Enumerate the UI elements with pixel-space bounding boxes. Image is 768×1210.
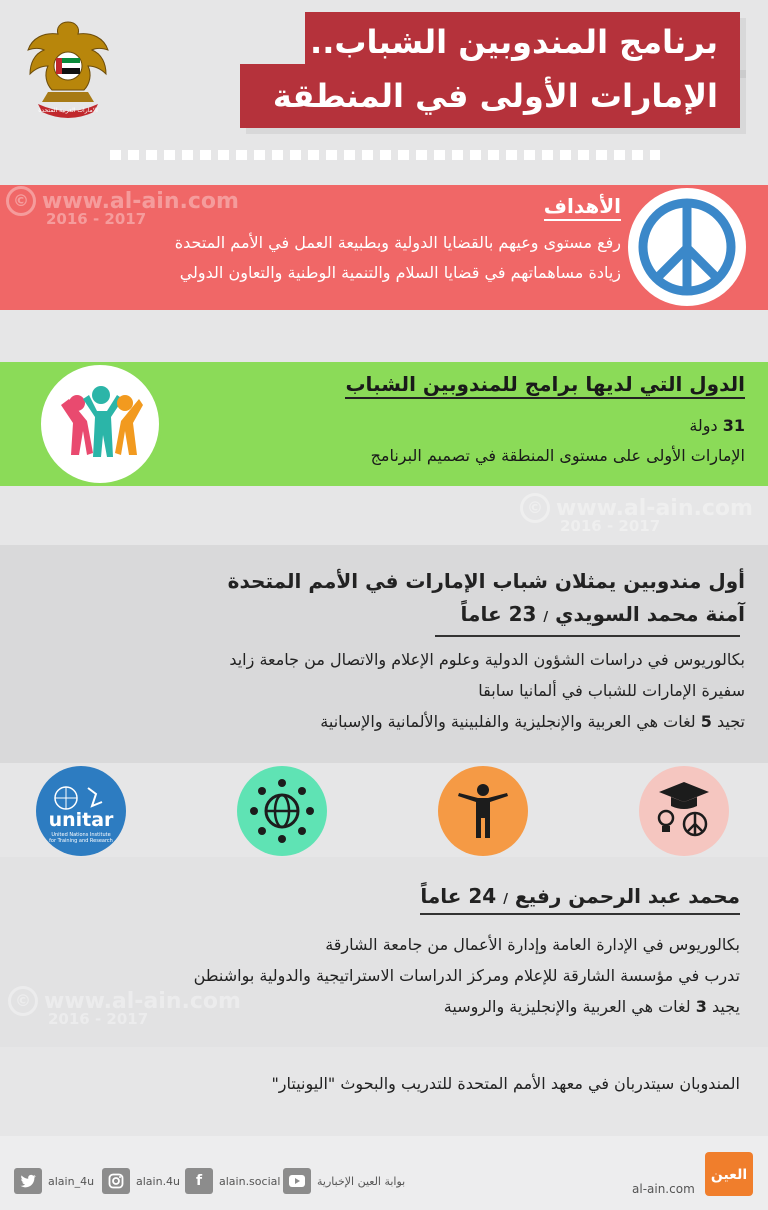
person-icon xyxy=(438,766,528,856)
peace-icon xyxy=(628,188,746,306)
delegate1-line-3: تجيد 5 لغات هي العربية والإنجليزية والفلبينية والألمانية والإسبانية xyxy=(320,712,745,731)
countries-heading: الدول التي لديها برامج للمندوبين الشباب xyxy=(345,372,745,399)
delegate1-intro: أول مندوبين يمثلان شباب الإمارات في الأمم المتحدة xyxy=(227,569,745,593)
youtube-icon xyxy=(283,1168,311,1194)
watermark: © www.al-ain.com 2016 - 2017 xyxy=(520,493,753,535)
page-title-line1: برنامج المندوبين الشباب.. xyxy=(305,12,740,72)
instagram-link[interactable] xyxy=(102,1168,180,1194)
peace-circle xyxy=(625,185,749,309)
site-url[interactable]: al-ain.com xyxy=(632,1182,695,1196)
uae-emblem xyxy=(24,14,112,124)
facebook-icon: f xyxy=(185,1168,213,1194)
twitter-link[interactable] xyxy=(14,1168,94,1194)
youtube-channel: بوابة العين الإخبارية xyxy=(317,1174,406,1188)
unitar-sub-2: for Training and Research xyxy=(49,838,113,844)
delegate1-name: آمنة محمد السويدي / 23 عاماً xyxy=(460,602,745,626)
instagram-handle: alain.4u xyxy=(136,1174,181,1188)
people-circle xyxy=(38,362,162,486)
facebook-link[interactable] xyxy=(185,1168,280,1194)
instagram-icon xyxy=(102,1168,130,1194)
countries-count: 31 دولة xyxy=(689,416,745,435)
unitar-wordmark: unitar xyxy=(48,809,114,831)
delegate2-divider xyxy=(420,913,740,915)
twitter-icon xyxy=(14,1168,42,1194)
goals-line-1: رفع مستوى وعيهم بالقضايا الدولية وبطبيعة العمل في الأمم المتحدة xyxy=(174,233,621,252)
alain-logo xyxy=(705,1152,753,1196)
youtube-link[interactable] xyxy=(283,1168,405,1194)
page-title-line2: الإمارات الأولى في المنطقة xyxy=(240,64,740,128)
globe-circle xyxy=(237,766,327,856)
watermark: © www.al-ain.com 2016 - 2017 xyxy=(8,986,241,1028)
facebook-handle: alain.social xyxy=(219,1174,281,1188)
delegate1-divider xyxy=(435,635,740,637)
goals-line-2: زيادة مساهماتهم في قضايا السلام والتنمية الوطنية والتعاون الدولي xyxy=(179,263,621,282)
dotted-divider xyxy=(110,150,660,160)
globe-network-icon xyxy=(237,766,327,856)
delegate1-line-1: بكالوريوس في دراسات الشؤون الدولية وعلوم الإعلام والاتصال من جامعة زايد xyxy=(229,650,745,669)
delegate2-line-3: يجيد 3 لغات هي العربية والإنجليزية والروسية xyxy=(443,997,740,1016)
graduation-peace-bulb-icon xyxy=(639,766,729,856)
delegate2-name: محمد عبد الرحمن رفيع / 24 عاماً xyxy=(420,884,740,908)
emblem-caption: الإمارات العربية المتحدة xyxy=(38,107,98,114)
person-circle xyxy=(438,766,528,856)
countries-note: الإمارات الأولى على مستوى المنطقة في تصميم البرنامج xyxy=(370,446,745,465)
people-icon xyxy=(41,365,159,483)
watermark: © www.al-ain.com 2016 - 2017 xyxy=(6,186,239,228)
unitar-circle xyxy=(36,766,126,856)
unitar-sub-1: United Nations Institute xyxy=(51,832,111,838)
delegate1-line-2: سفيرة الإمارات للشباب في ألمانيا سابقا xyxy=(478,681,745,700)
education-circle xyxy=(639,766,729,856)
delegate2-line-1: بكالوريوس في الإدارة العامة وإدارة الأعمال من جامعة الشارقة xyxy=(325,935,740,954)
closing-text: المندوبان سيتدربان في معهد الأمم المتحدة للتدريب والبحوث "اليونيتار" xyxy=(271,1074,740,1093)
delegate2-line-2: تدرب في مؤسسة الشارقة للإعلام ومركز الدراسات الاستراتيجية والدولية بواشنطن xyxy=(193,966,740,985)
goals-heading: الأهداف xyxy=(544,194,621,221)
alain-logo-text: العين xyxy=(710,1167,748,1183)
twitter-handle: alain_4u xyxy=(48,1174,95,1188)
